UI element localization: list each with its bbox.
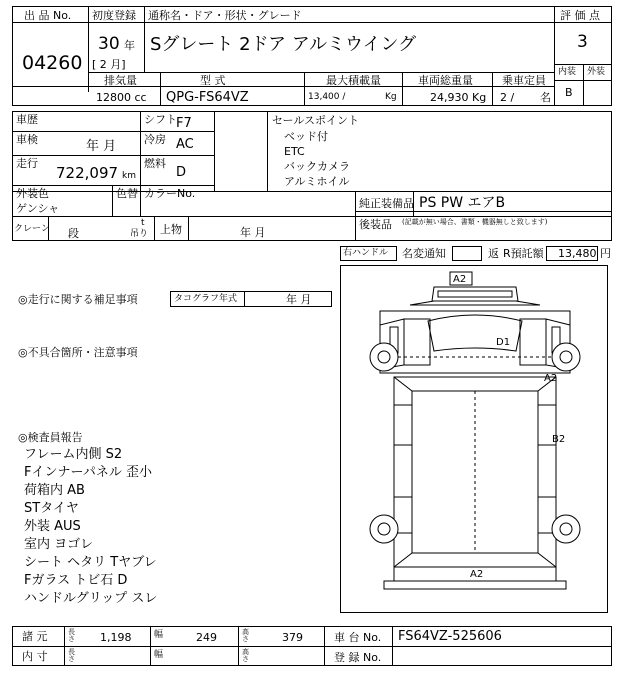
damage-mark-rear: A2: [470, 569, 484, 580]
displacement-label: 排気量: [104, 74, 137, 87]
truck-damage-diagram: [340, 265, 608, 613]
height-value: 379: [282, 631, 303, 644]
inspection-label: 車検: [16, 133, 38, 146]
gross-weight-value: 24,930 Kg: [430, 91, 487, 104]
score-label: 評 価 点: [560, 9, 600, 22]
chassis-label: 車 台 No.: [334, 631, 382, 644]
inspection-value: 年 月: [86, 139, 117, 154]
width-label: 幅: [154, 630, 164, 640]
color-change-label: 色替: [116, 187, 138, 200]
inner-height-label: 高さ: [242, 648, 249, 663]
recycle-unit: 円: [600, 247, 611, 260]
damage-mark-right-body: B2: [552, 434, 566, 445]
name-change-label: 名変通知: [402, 247, 446, 260]
inspector-item: 室内 ヨゴレ: [24, 537, 94, 552]
gross-weight-label: 車両総重量: [418, 74, 473, 87]
max-load-label: 最大積載量: [326, 74, 381, 87]
exterior-color-value: ゲンシャ: [16, 202, 60, 215]
equipment-value: PS PW エアB: [419, 195, 506, 211]
recycle-label: R預託額: [503, 247, 544, 260]
crane-label: クレーン: [14, 224, 50, 234]
displacement-value: 12800 cc: [96, 91, 147, 104]
inner-width-label: 幅: [154, 650, 164, 660]
defect-notes-label: ◎不具合箇所・注意事項: [18, 346, 138, 359]
model-name: Sグレート 2ドア アルミウイング: [150, 34, 417, 55]
score-value: 3: [577, 32, 588, 52]
inspector-item: ハンドルグリップ スレ: [24, 591, 158, 606]
tacho-label: タコグラフ年式: [174, 294, 238, 304]
length-value: 1,198: [100, 631, 132, 644]
type-label: 型 式: [200, 74, 226, 87]
height-label: 高さ: [242, 628, 249, 643]
inspector-item: Fインナーパネル 歪小: [24, 465, 152, 480]
tacho-value: 年 月: [286, 293, 312, 306]
interior-label: 内装: [558, 67, 577, 77]
name-change-mark: 返: [488, 247, 499, 260]
lot-number: 04260: [22, 52, 83, 74]
exterior-color-label: 外装色: [16, 187, 49, 200]
driving-notes-label: ◎走行に関する補足事項: [18, 293, 138, 306]
interior-grade: B: [565, 86, 573, 99]
reg-year-unit: 年: [124, 39, 135, 52]
type-value: QPG-FS64VZ: [166, 90, 249, 105]
sales-point-item: アルミホイル: [284, 175, 350, 188]
retrofit-label: 後装品: [359, 218, 392, 231]
width-value: 249: [196, 631, 217, 644]
capacity-label: 乗車定員: [502, 74, 546, 87]
damage-mark-windshield: D1: [496, 337, 511, 348]
chassis-value: FS64VZ-525606: [398, 629, 502, 644]
sales-point-item: ベッド付: [284, 130, 328, 143]
inspector-item: 荷箱内 AB: [24, 483, 85, 498]
capacity-value: 2 /: [500, 91, 515, 104]
sales-point-item: バックカメラ: [284, 160, 350, 173]
mileage-value: 722,097: [56, 164, 119, 182]
reg-year: 30: [98, 34, 120, 54]
ac-value: AC: [176, 137, 194, 152]
inner-length-label: 長さ: [68, 648, 75, 663]
lot-label: 出 品 No.: [24, 9, 72, 22]
fuel-value: D: [176, 165, 187, 180]
spec-label: 諸 元: [22, 630, 48, 643]
damage-mark-front: A2: [453, 274, 467, 285]
max-load-value: 13,400 /: [308, 92, 346, 102]
reg-month: [ 2 月]: [92, 58, 126, 71]
mileage-label: 走行: [16, 157, 38, 170]
reg-label: 初度登録: [92, 9, 136, 22]
inspector-item: フレーム内側 S2: [24, 447, 123, 462]
ac-label: 冷房: [144, 133, 166, 146]
sales-points-label: セールスポイント: [272, 114, 360, 127]
inspector-item: Fガラス トビ石 D: [24, 573, 128, 588]
reg-no-label: 登 録 No.: [334, 651, 382, 664]
shift-value: F7: [176, 116, 192, 131]
capacity-unit: 名: [540, 91, 551, 104]
inspector-report-label: ◎検査員報告: [18, 431, 83, 444]
name-change-box: [452, 246, 482, 261]
dan-label: 段: [68, 227, 79, 240]
inner-label: 内 寸: [22, 650, 48, 663]
shift-label: シフト: [144, 113, 177, 126]
recycle-value: 13,480: [558, 247, 597, 260]
tsuri-label: 吊り: [130, 229, 149, 239]
model-label: 通称名・ドア・形状・グレード: [148, 9, 302, 22]
history-label: 車歴: [16, 113, 38, 126]
mileage-unit: km: [122, 171, 136, 181]
damage-mark-right-cab: A2: [544, 373, 558, 384]
joumono-label: 上物: [160, 223, 182, 236]
exterior-label: 外装: [587, 67, 606, 77]
retrofit-note: (記載が無い場合、書類・機器無しと致します): [402, 218, 548, 226]
sales-point-item: ETC: [284, 145, 305, 158]
tsuri-t: t: [141, 218, 145, 228]
inspector-item: STタイヤ: [24, 501, 79, 516]
inspector-item: 外装 AUS: [24, 519, 81, 534]
fuel-label: 燃料: [144, 157, 166, 170]
color-no-label: カラーNo.: [144, 187, 196, 200]
joumono-value: 年 月: [240, 226, 266, 239]
equipment-label: 純正装備品: [359, 197, 414, 210]
length-label: 長さ: [68, 628, 75, 643]
max-load-unit: Kg: [385, 92, 397, 102]
inspector-item: シート ヘタリ Tヤブレ: [24, 555, 157, 570]
